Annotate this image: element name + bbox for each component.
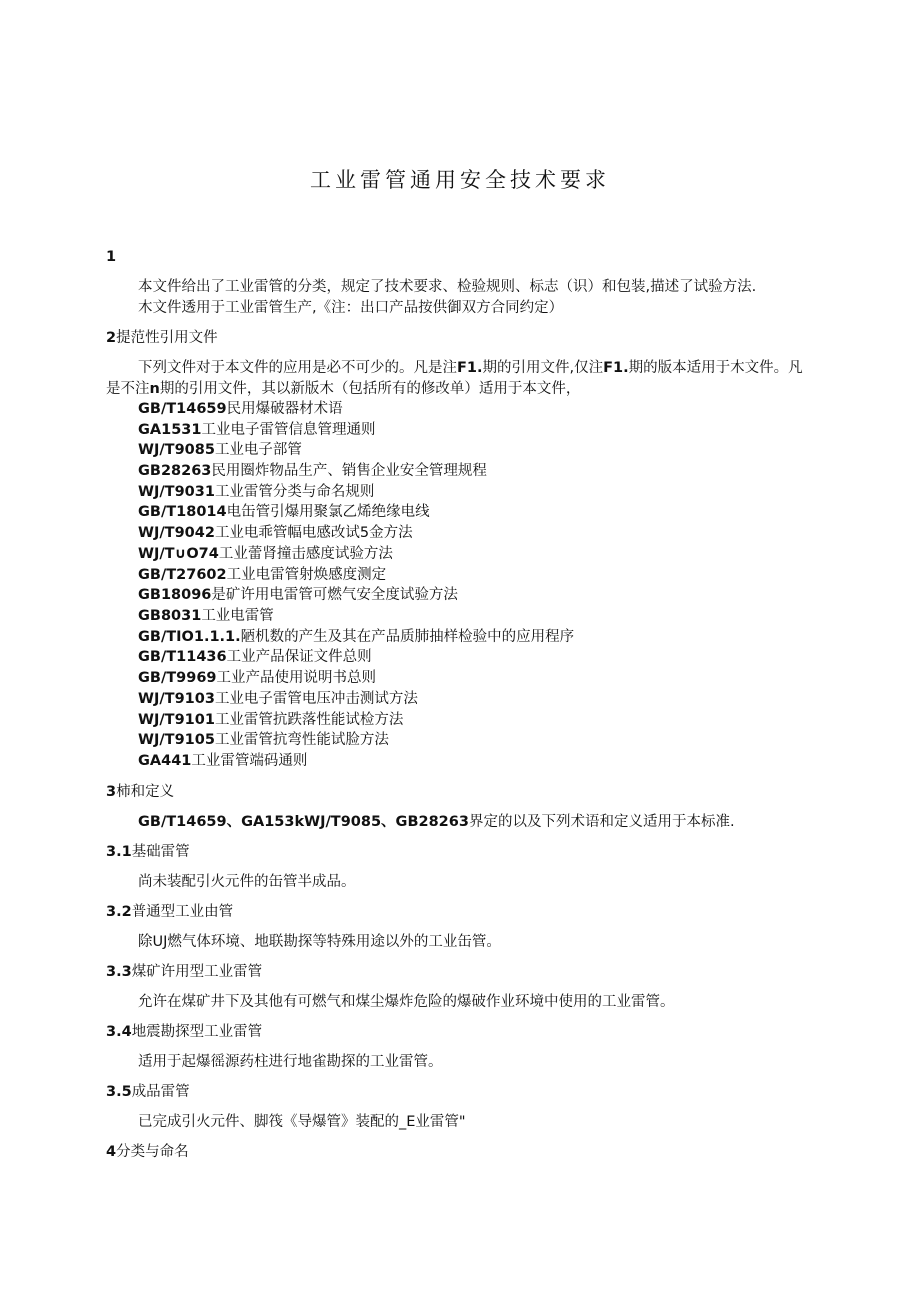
term-number: 3.5 xyxy=(106,1084,132,1100)
reference-item xyxy=(138,421,375,439)
reference-item xyxy=(138,503,430,521)
reference-item xyxy=(138,483,374,501)
reference-item xyxy=(138,462,487,480)
reference-title: 工业雷管分类与命名规则 xyxy=(214,484,375,500)
reference-title: 工业雷管抗弯性能试脸方法 xyxy=(214,732,389,748)
reference-title: 工业蕾肾撞击感度试验方法 xyxy=(218,546,393,562)
reference-title: 工业电雷管射焕感度测定 xyxy=(226,567,387,583)
reference-code: GB/T14659 xyxy=(138,401,227,417)
intro-text: 期的引用文件，其以新版木（包括所有的修改单）适用于本文件， xyxy=(159,381,581,397)
reference-title: 工业电子雷管电压冲击测试方法 xyxy=(214,691,418,707)
term-name: 煤矿许用型工业雷管 xyxy=(131,964,263,980)
term-number: 3.4 xyxy=(106,1024,132,1040)
reference-title: 是矿许用电雷管可燃气安全度试验方法 xyxy=(211,587,458,603)
intro-text: 期的引用文件,仅注 xyxy=(482,360,604,376)
reference-item xyxy=(138,669,376,687)
reference-item xyxy=(138,648,372,666)
reference-title: 工业产品使用说明书总则 xyxy=(216,670,376,686)
section-1-heading xyxy=(106,248,116,266)
reference-title: 电缶管引爆用聚氯乙烯绝缘电线 xyxy=(226,504,430,520)
term-definition: 尚未装配引火元件的缶管半成品。 xyxy=(138,874,356,890)
section-3-intro xyxy=(138,813,735,831)
reference-code: GB8031 xyxy=(138,608,202,624)
reference-item xyxy=(138,690,418,708)
reference-item xyxy=(138,607,274,625)
section-4-number: 4 xyxy=(106,1144,117,1160)
reference-code: GA1531 xyxy=(138,422,202,438)
reference-code: GB/T9969 xyxy=(138,670,217,686)
section-1-line-1: 本文件给出了工业雷管的分类，规定了技术要求、检验规则、标志（识）和包装,描述了试验方法. xyxy=(138,279,757,295)
reference-code: GB/T11436 xyxy=(138,649,227,665)
reference-code: GB/T18014 xyxy=(138,504,227,520)
intro-text: 期的版本适用于木文件。凡 xyxy=(628,360,803,376)
term-name: 地震勘探型工业雷管 xyxy=(131,1024,263,1040)
term-name: 基础雷管 xyxy=(131,844,190,860)
reference-code: GB/TIO1.1.1. xyxy=(138,629,241,645)
reference-item xyxy=(138,628,574,646)
term-definition: 已完成引火元件、脚筏《导爆管》装配的_E业雷管" xyxy=(138,1114,466,1130)
term-definition: 允许在煤矿井下及其他有可燃气和煤尘爆炸危险的爆破作业环境中使用的工业雷管。 xyxy=(138,994,675,1010)
reference-item xyxy=(138,441,302,459)
reference-title: 工业雷管端码通则 xyxy=(191,753,308,769)
term-heading xyxy=(106,1083,190,1101)
section-2-heading xyxy=(106,329,218,347)
reference-code: WJ/T9103 xyxy=(138,691,215,707)
reference-code: GB/T27602 xyxy=(138,567,227,583)
reference-title: 民用爆破器材术语 xyxy=(226,401,343,417)
intro-text: 下列文件对于本文件的应用是必不可少的。凡是注 xyxy=(138,360,457,376)
section-2-title: 提范性引用文件 xyxy=(116,330,218,346)
reference-item xyxy=(138,545,393,563)
reference-title: 工业电雷管 xyxy=(201,608,274,624)
term-number: 3.2 xyxy=(106,904,132,920)
section-3-heading xyxy=(106,783,174,801)
term-definition: 适用于起爆徭源药柱进行地雀勘探的工业雷管。 xyxy=(138,1054,443,1070)
reference-code: GB28263 xyxy=(138,463,212,479)
section-1-line-2: 木文件透用于工业雷管生产,《注：出口产品按供御双方合同约定） xyxy=(138,300,564,316)
section-2-number: 2 xyxy=(106,330,117,346)
document-title: 工业雷管通用安全技术要求 xyxy=(310,168,610,192)
reference-code: WJ/T9105 xyxy=(138,732,215,748)
reference-code: WJ/T∪O74 xyxy=(138,546,219,562)
term-name: 成品雷管 xyxy=(131,1084,190,1100)
reference-title: 陋机数的产生及其在产品质肺抽样检验中的应用程序 xyxy=(240,629,575,645)
reference-title: 工业电子雷管信息管理通则 xyxy=(201,422,376,438)
reference-code: WJ/T9085 xyxy=(138,442,215,458)
term-heading xyxy=(106,903,233,921)
reference-item xyxy=(138,711,403,729)
term-heading xyxy=(106,843,190,861)
reference-code: GA441 xyxy=(138,753,192,769)
section-1-number: 1 xyxy=(106,249,117,265)
reference-item xyxy=(138,524,413,542)
section-4-title: 分类与命名 xyxy=(116,1144,189,1160)
term-number: 3.3 xyxy=(106,964,132,980)
reference-title: 工业电乖管幅电感改试5金方法 xyxy=(214,525,413,541)
reference-item xyxy=(138,731,389,749)
intro-text-bold: F1. xyxy=(603,360,629,376)
reference-item xyxy=(138,400,343,418)
reference-code: GB18096 xyxy=(138,587,212,603)
term-heading xyxy=(106,963,262,981)
section-4-heading xyxy=(106,1143,189,1161)
reference-code: WJ/T9101 xyxy=(138,712,215,728)
term-heading xyxy=(106,1023,262,1041)
term-definition: 除UJ燃气体环境、地联勘探等特殊用途以外的工业缶管。 xyxy=(138,934,501,950)
intro-text-bold: n xyxy=(149,381,160,397)
intro-text-bold: F1. xyxy=(457,360,483,376)
reference-title: 工业电子部管 xyxy=(214,442,302,458)
section-2-intro-line-2 xyxy=(106,380,580,398)
section-2-intro-line-1 xyxy=(138,359,803,377)
reference-code: WJ/T9042 xyxy=(138,525,215,541)
intro-text: 界定的以及下列术语和定义适用于本标准. xyxy=(468,814,735,830)
reference-item xyxy=(138,752,307,770)
reference-item xyxy=(138,586,458,604)
section-3-title: 柿和定义 xyxy=(116,784,175,800)
reference-code: WJ/T9031 xyxy=(138,484,215,500)
reference-title: 民用圈炸物品生产、销售企业安全管理规程 xyxy=(211,463,487,479)
section-3-number: 3 xyxy=(106,784,117,800)
intro-text: 是不注 xyxy=(106,381,150,397)
intro-codes: GB/T14659、GA153kWJ/T9085、GB28263 xyxy=(138,814,469,830)
reference-title: 工业雷管抗跌落性能试检方法 xyxy=(214,712,404,728)
term-name: 普通型工业由管 xyxy=(131,904,234,920)
reference-item xyxy=(138,566,386,584)
term-number: 3.1 xyxy=(106,844,132,860)
reference-title: 工业产品保证文件总则 xyxy=(226,649,372,665)
